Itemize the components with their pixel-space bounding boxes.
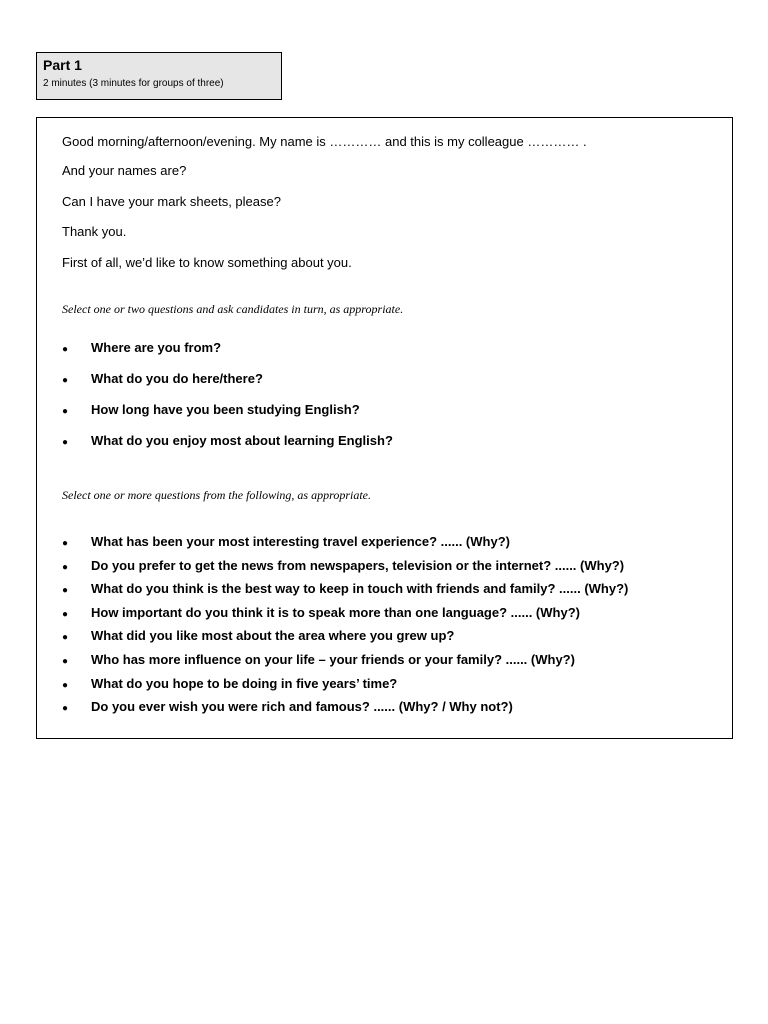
bullet-icon: ● <box>62 406 69 417</box>
bullet-icon: ● <box>62 703 69 714</box>
bullet-icon: ● <box>62 344 69 355</box>
part-timing: 2 minutes (3 minutes for groups of three) <box>43 78 224 89</box>
greeting-line: Good morning/afternoon/evening. My name is ………… and this is my colleague ………… . <box>62 134 587 149</box>
list-item <box>62 628 454 646</box>
list-item <box>62 371 263 389</box>
question-text: Where are you from? <box>91 340 222 355</box>
mark-sheets-line: Can I have your mark sheets, please? <box>62 194 281 209</box>
list-item <box>62 402 360 420</box>
bullet-icon: ● <box>62 680 69 691</box>
list-item <box>62 676 397 694</box>
question-text: What did you like most about the area where you grew up? <box>91 628 455 643</box>
list-item <box>62 534 510 552</box>
bullet-icon: ● <box>62 538 69 549</box>
list-item <box>62 433 393 451</box>
bullet-icon: ● <box>62 656 69 667</box>
bullet-icon: ● <box>62 562 69 573</box>
question-text: Do you prefer to get the news from newspapers, television or the internet? ...... (Why?) <box>91 558 625 573</box>
list-item <box>62 340 221 358</box>
list-item <box>62 581 628 599</box>
bullet-icon: ● <box>62 437 69 448</box>
question-text: Who has more influence on your life – your friends or your family? ...... (Why?) <box>91 652 575 667</box>
list-item <box>62 605 580 623</box>
question-text: How important do you think it is to speak more than one language? ...... (Why?) <box>91 605 580 620</box>
bullet-icon: ● <box>62 632 69 643</box>
question-text: What do you think is the best way to keep in touch with friends and family? ...... (Why?) <box>91 581 629 596</box>
names-question-line: And your names are? <box>62 163 187 178</box>
part-title: Part 1 <box>43 57 82 73</box>
list-item <box>62 699 513 717</box>
instruction-1: Select one or two questions and ask candidates in turn, as appropriate. <box>62 302 404 316</box>
thank-you-line: Thank you. <box>62 224 127 239</box>
question-text: What do you hope to be doing in five years’ time? <box>91 676 398 691</box>
bullet-icon: ● <box>62 609 69 620</box>
instruction-2: Select one or more questions from the following, as appropriate. <box>62 488 371 502</box>
question-text: Do you ever wish you were rich and famous? ...... (Why? / Why not?) <box>91 699 513 714</box>
bullet-icon: ● <box>62 375 69 386</box>
question-text: What do you enjoy most about learning English? <box>91 433 393 448</box>
question-text: What do you do here/there? <box>91 371 263 386</box>
examiner-script-box <box>36 117 733 739</box>
list-item <box>62 652 575 670</box>
bullet-icon: ● <box>62 585 69 596</box>
intro-line: First of all, we’d like to know something about you. <box>62 255 352 270</box>
question-text: How long have you been studying English? <box>91 402 360 417</box>
question-text: What has been your most interesting travel experience? ...... (Why?) <box>91 534 510 549</box>
part-header-box <box>36 52 282 100</box>
list-item <box>62 558 624 576</box>
